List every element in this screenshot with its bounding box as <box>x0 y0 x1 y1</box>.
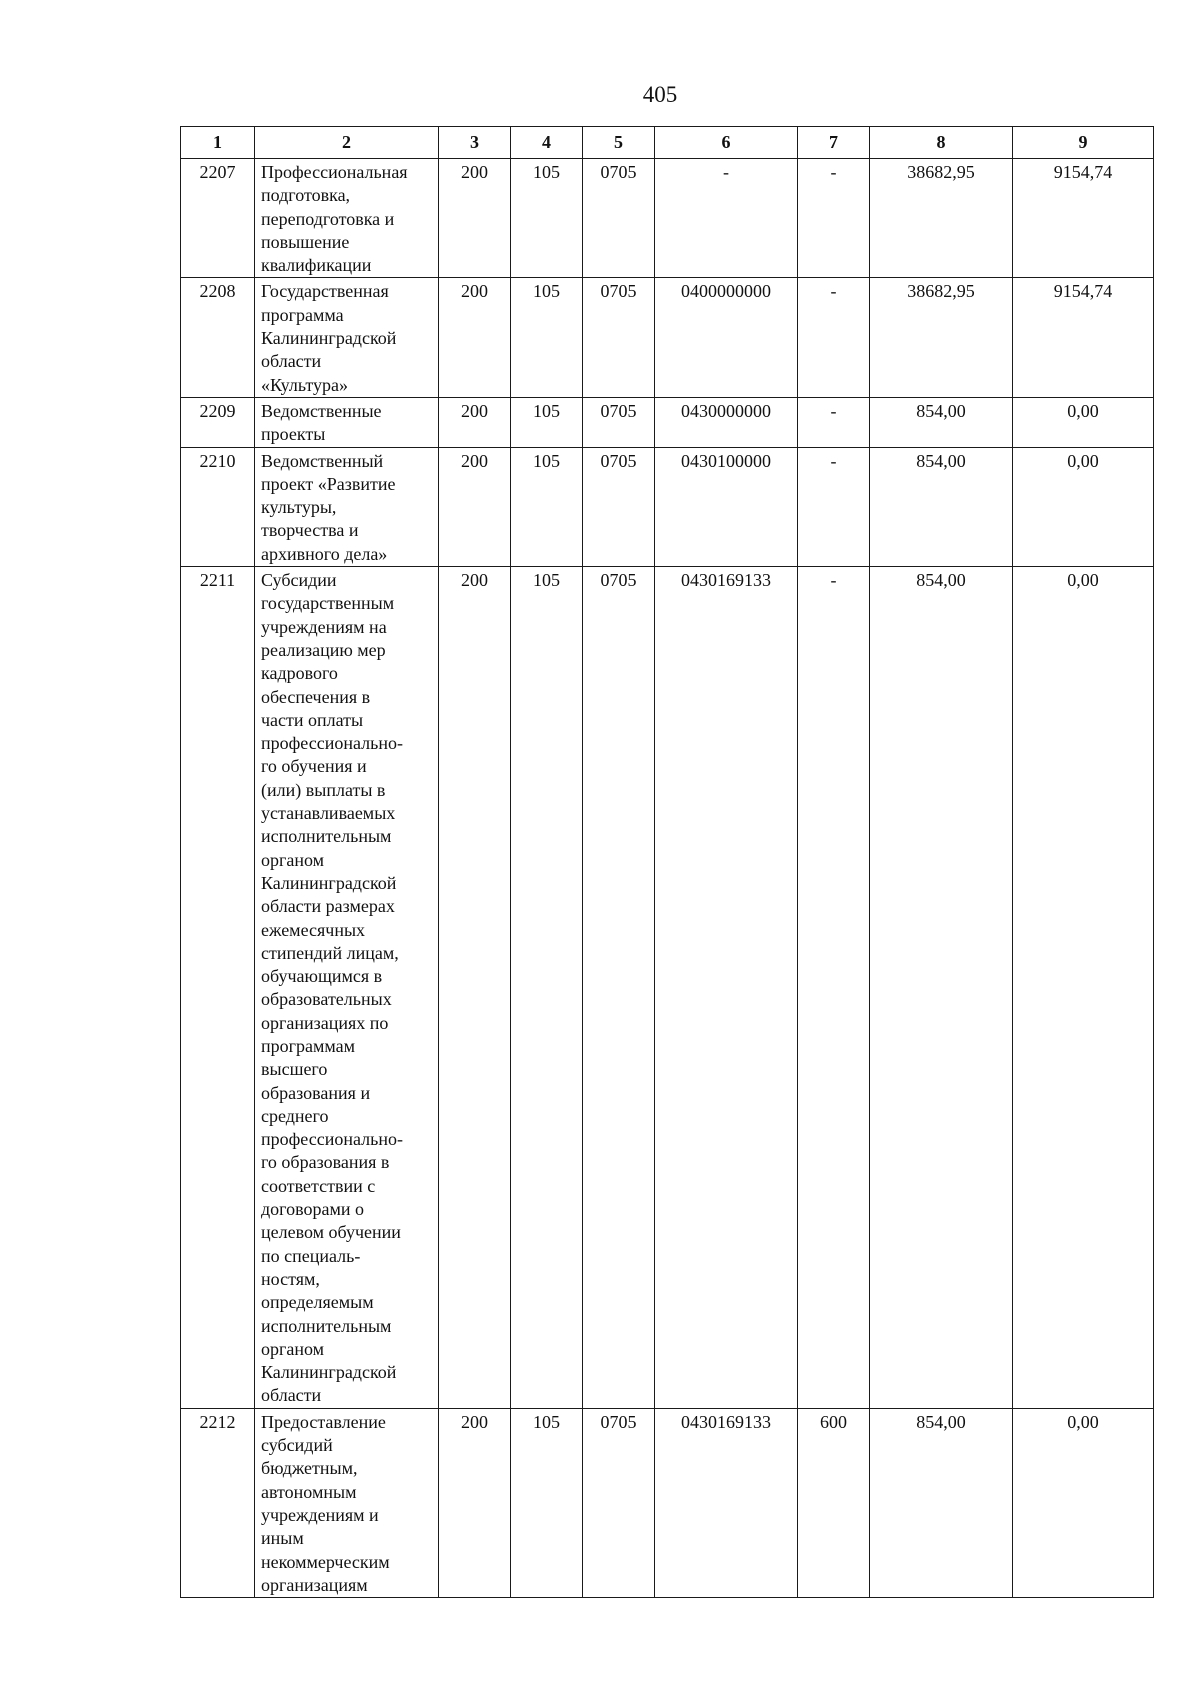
row-name-line: профессионально- <box>261 733 403 754</box>
row-name-line: органом <box>261 849 325 870</box>
row-name-line: учреждениям и <box>261 1504 379 1525</box>
row-name-line: определяемым <box>261 1292 374 1313</box>
row-name-line: области размерах <box>261 896 395 917</box>
row-number-cell: 2210 <box>181 447 255 566</box>
column-5-cell: 0705 <box>583 278 655 397</box>
row-name-line: исполнительным <box>261 826 392 847</box>
column-5-cell: 0705 <box>583 397 655 447</box>
row-name-line: подготовка, <box>261 185 351 206</box>
column-9-cell: 9154,74 <box>1013 278 1154 397</box>
table-body <box>181 159 1154 1598</box>
column-6-cell: 0400000000 <box>655 278 798 397</box>
column-header: 8 <box>870 127 1013 159</box>
column-5-cell: 0705 <box>583 159 655 278</box>
row-name-line: го обучения и <box>261 756 367 777</box>
row-name-line: исполнительным <box>261 1315 392 1336</box>
column-header: 5 <box>583 127 655 159</box>
row-name-line: (или) выплаты в <box>261 779 386 800</box>
row-name-line: области <box>261 1385 322 1406</box>
column-6-cell: 0430100000 <box>655 447 798 566</box>
row-name-line: образовательных <box>261 989 392 1010</box>
column-3-cell: 200 <box>439 1408 511 1597</box>
column-7-cell: - <box>798 159 870 278</box>
column-header: 1 <box>181 127 255 159</box>
row-number-cell: 2212 <box>181 1408 255 1597</box>
row-name-line: Предоставление <box>261 1411 386 1432</box>
row-name-line: органом <box>261 1338 325 1359</box>
row-name-line: устанавливаемых <box>261 803 396 824</box>
column-5-cell: 0705 <box>583 567 655 1409</box>
column-6-cell: 0430169133 <box>655 1408 798 1597</box>
row-name-cell <box>255 278 439 397</box>
column-6-cell: 0430000000 <box>655 397 798 447</box>
row-name-line: Калининградской <box>261 328 397 349</box>
row-name-cell <box>255 1408 439 1597</box>
column-header: 2 <box>255 127 439 159</box>
row-number-cell: 2211 <box>181 567 255 1409</box>
row-name-line: проект «Развитие <box>261 473 396 494</box>
row-name-line: ежемесячных <box>261 919 366 940</box>
row-name-line: организациях по <box>261 1012 389 1033</box>
row-name-line: квалификации <box>261 255 372 276</box>
column-header: 9 <box>1013 127 1154 159</box>
row-name-cell <box>255 447 439 566</box>
column-9-cell: 0,00 <box>1013 397 1154 447</box>
row-name-line: повышение <box>261 231 350 252</box>
row-name-cell <box>255 397 439 447</box>
column-7-cell: - <box>798 397 870 447</box>
column-4-cell: 105 <box>511 397 583 447</box>
column-8-cell: 854,00 <box>870 567 1013 1409</box>
row-name-line: учреждениям на <box>261 616 387 637</box>
row-name-line: Ведомственные <box>261 400 382 421</box>
row-name-line: го образования в <box>261 1152 390 1173</box>
column-3-cell: 200 <box>439 278 511 397</box>
column-3-cell: 200 <box>439 159 511 278</box>
table-row <box>181 1408 1154 1597</box>
row-name-line: образования и <box>261 1082 371 1103</box>
row-name-line: обучающимся в <box>261 966 383 987</box>
row-name-line: договорами о <box>261 1199 364 1220</box>
column-header: 6 <box>655 127 798 159</box>
row-number-cell: 2207 <box>181 159 255 278</box>
row-name-line: некоммерческим <box>261 1551 390 1572</box>
column-9-cell: 9154,74 <box>1013 159 1154 278</box>
column-header: 3 <box>439 127 511 159</box>
row-name-line: бюджетным, <box>261 1458 358 1479</box>
column-3-cell: 200 <box>439 567 511 1409</box>
column-8-cell: 854,00 <box>870 1408 1013 1597</box>
row-name-line: Государственная <box>261 281 389 302</box>
row-name-line: иным <box>261 1528 304 1549</box>
table-row <box>181 159 1154 278</box>
row-name-line: по специаль- <box>261 1245 361 1266</box>
column-8-cell: 38682,95 <box>870 159 1013 278</box>
row-name-line: автономным <box>261 1481 357 1502</box>
row-name-line: целевом обучении <box>261 1222 401 1243</box>
column-4-cell: 105 <box>511 278 583 397</box>
column-3-cell: 200 <box>439 397 511 447</box>
column-5-cell: 0705 <box>583 447 655 566</box>
row-name-line: Субсидии <box>261 570 337 591</box>
row-name-line: программам <box>261 1035 356 1056</box>
column-9-cell: 0,00 <box>1013 447 1154 566</box>
row-name-line: соответствии с <box>261 1175 376 1196</box>
page-number: 405 <box>642 82 678 107</box>
row-name-line: архивного дела» <box>261 543 388 564</box>
column-4-cell: 105 <box>511 1408 583 1597</box>
row-name-line: культуры, <box>261 497 337 518</box>
row-name-line: Калининградской <box>261 872 397 893</box>
row-name-line: организациям <box>261 1574 368 1595</box>
row-number-cell: 2209 <box>181 397 255 447</box>
column-4-cell: 105 <box>511 567 583 1409</box>
column-6-cell: - <box>655 159 798 278</box>
column-8-cell: 854,00 <box>870 397 1013 447</box>
column-4-cell: 105 <box>511 447 583 566</box>
budget-table <box>180 126 1154 1598</box>
row-name-line: кадрового <box>261 663 338 684</box>
column-5-cell: 0705 <box>583 1408 655 1597</box>
table-row <box>181 397 1154 447</box>
row-name-line: высшего <box>261 1059 328 1080</box>
row-name-line: части оплаты <box>261 709 364 730</box>
column-6-cell: 0430169133 <box>655 567 798 1409</box>
row-name-line: переподготовка и <box>261 208 395 229</box>
row-name-line: Ведомственный <box>261 450 384 471</box>
row-name-cell <box>255 159 439 278</box>
column-header: 4 <box>511 127 583 159</box>
table-row <box>181 278 1154 397</box>
row-name-line: стипендий лицам, <box>261 942 399 963</box>
column-7-cell: 600 <box>798 1408 870 1597</box>
column-7-cell: - <box>798 278 870 397</box>
row-name-cell <box>255 567 439 1409</box>
column-header: 7 <box>798 127 870 159</box>
row-name-line: обеспечения в <box>261 686 371 707</box>
row-name-line: ностям, <box>261 1268 320 1289</box>
row-name-line: профессионально- <box>261 1129 403 1150</box>
column-7-cell: - <box>798 447 870 566</box>
column-7-cell: - <box>798 567 870 1409</box>
column-9-cell: 0,00 <box>1013 1408 1154 1597</box>
row-name-line: области <box>261 351 322 372</box>
column-8-cell: 38682,95 <box>870 278 1013 397</box>
column-9-cell: 0,00 <box>1013 567 1154 1409</box>
column-4-cell: 105 <box>511 159 583 278</box>
column-8-cell: 854,00 <box>870 447 1013 566</box>
row-name-line: Калининградской <box>261 1362 397 1383</box>
row-name-line: программа <box>261 304 344 325</box>
row-name-line: реализацию мер <box>261 639 386 660</box>
row-number-cell: 2208 <box>181 278 255 397</box>
table-row <box>181 567 1154 1409</box>
header-row <box>181 127 1154 159</box>
row-name-line: субсидий <box>261 1435 333 1456</box>
column-3-cell: 200 <box>439 447 511 566</box>
row-name-line: проекты <box>261 424 326 445</box>
row-name-line: среднего <box>261 1105 329 1126</box>
row-name-line: творчества и <box>261 520 359 541</box>
row-name-line: Профессиональная <box>261 162 408 182</box>
row-name-line: «Культура» <box>261 374 348 395</box>
table-row <box>181 447 1154 566</box>
row-name-line: государственным <box>261 593 395 614</box>
